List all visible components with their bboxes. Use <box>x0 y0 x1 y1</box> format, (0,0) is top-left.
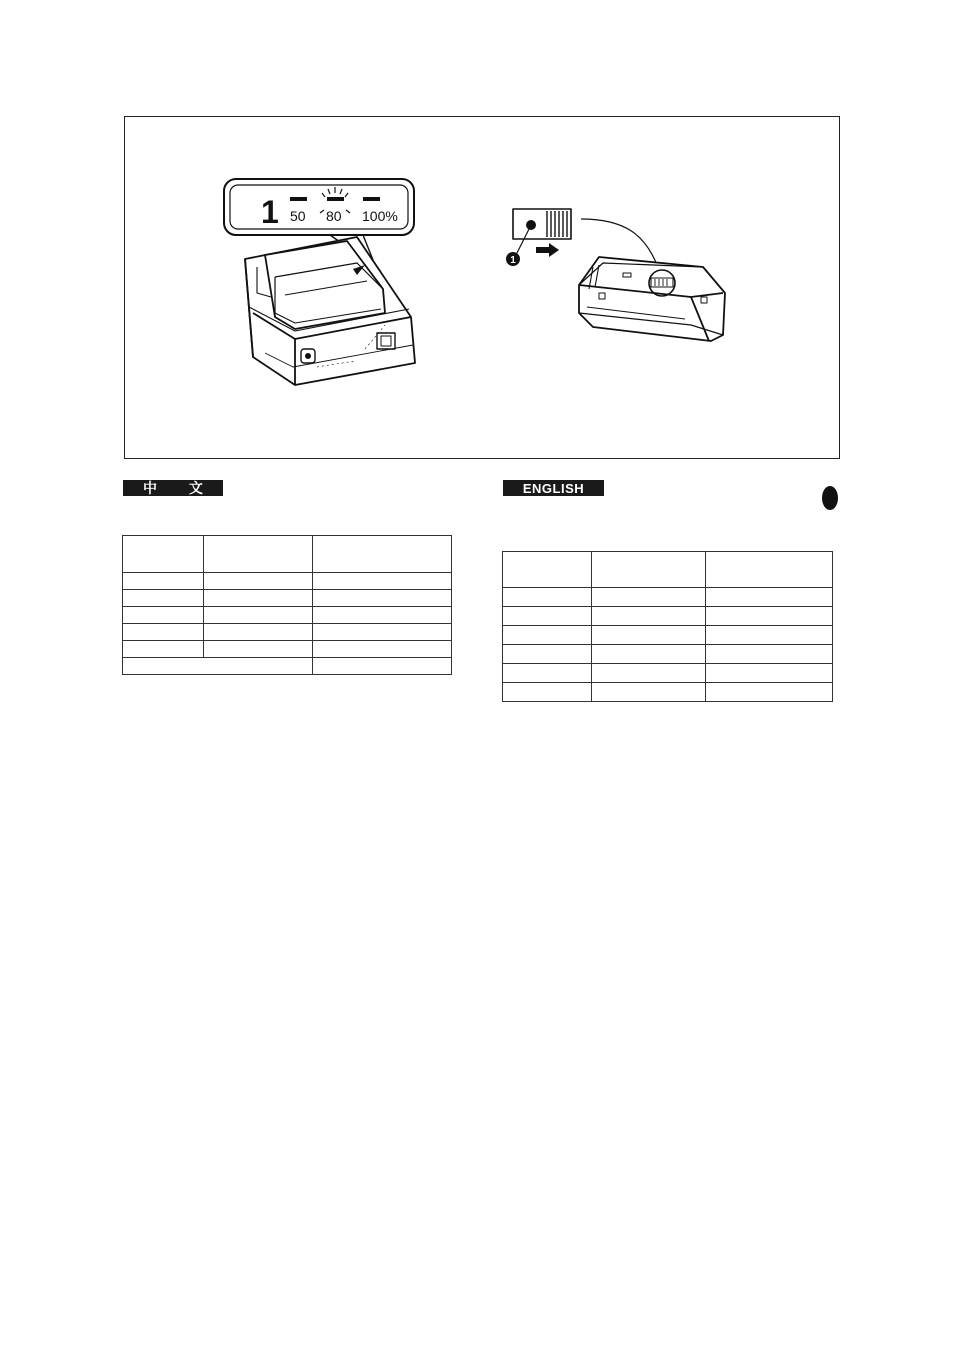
tab-marker-dot <box>526 220 536 230</box>
table-row <box>503 588 833 607</box>
table-cell <box>503 626 592 645</box>
table-row <box>123 641 452 658</box>
table-cell <box>503 664 592 683</box>
table-cell <box>503 683 592 702</box>
table-cell <box>203 641 313 658</box>
table-cell <box>203 573 313 590</box>
lcd-step-number: 1 <box>261 194 279 230</box>
slide-arrow-icon <box>536 243 559 257</box>
table-cell <box>203 624 313 641</box>
table-header-cell <box>706 552 833 588</box>
table-row <box>503 607 833 626</box>
table-cell <box>313 590 452 607</box>
table-header-cell <box>203 536 313 573</box>
table-cell <box>591 626 706 645</box>
table-cell <box>203 590 313 607</box>
table-cell <box>313 607 452 624</box>
table-cell <box>591 683 706 702</box>
table-row <box>123 573 452 590</box>
table-row <box>503 683 833 702</box>
table-row <box>503 626 833 645</box>
table-cell <box>123 607 204 624</box>
table-header-row <box>123 536 452 573</box>
table-header-cell <box>123 536 204 573</box>
table-cell <box>313 624 452 641</box>
table-cell <box>123 624 204 641</box>
table-cell <box>123 590 204 607</box>
table-cell <box>706 607 833 626</box>
table-cell <box>591 664 706 683</box>
callout-marker-number: 1 <box>510 255 516 266</box>
table-header-row <box>503 552 833 588</box>
table-cell <box>706 664 833 683</box>
table-row <box>123 607 452 624</box>
table-cell <box>591 588 706 607</box>
table-header-cell <box>591 552 706 588</box>
page-marker-dot <box>822 486 838 510</box>
table-cell <box>706 626 833 645</box>
illustration-frame <box>124 116 840 459</box>
table-cell <box>123 641 204 658</box>
table-footer-cell <box>313 658 452 675</box>
table-row <box>123 624 452 641</box>
table-header-cell <box>313 536 452 573</box>
lcd-level-bars <box>290 197 380 201</box>
table-cell <box>591 645 706 664</box>
table-cell <box>313 573 452 590</box>
table-cell <box>591 607 706 626</box>
table-cell <box>706 645 833 664</box>
lcd-level-80: 80 <box>326 208 342 224</box>
table-cell <box>503 588 592 607</box>
lcd-level-50: 50 <box>290 208 306 224</box>
battery-drawing <box>513 209 725 341</box>
table-row <box>503 645 833 664</box>
table-cell <box>706 588 833 607</box>
table-cell <box>203 607 313 624</box>
english-charging-table <box>502 551 833 702</box>
table-footer-row <box>123 658 452 675</box>
table-cell <box>123 573 204 590</box>
table-cell <box>503 607 592 626</box>
english-section-label: ENGLISH <box>503 480 604 496</box>
table-cell <box>503 645 592 664</box>
table-header-cell <box>503 552 592 588</box>
table-row <box>123 590 452 607</box>
table-cell <box>313 641 452 658</box>
chinese-charging-table <box>122 535 452 675</box>
charger-illustration <box>125 117 841 460</box>
chinese-section-label: 中 文 <box>123 480 223 496</box>
table-footer-cell <box>123 658 313 675</box>
lcd-level-100: 100% <box>362 208 398 224</box>
table-row <box>503 664 833 683</box>
table-cell <box>706 683 833 702</box>
